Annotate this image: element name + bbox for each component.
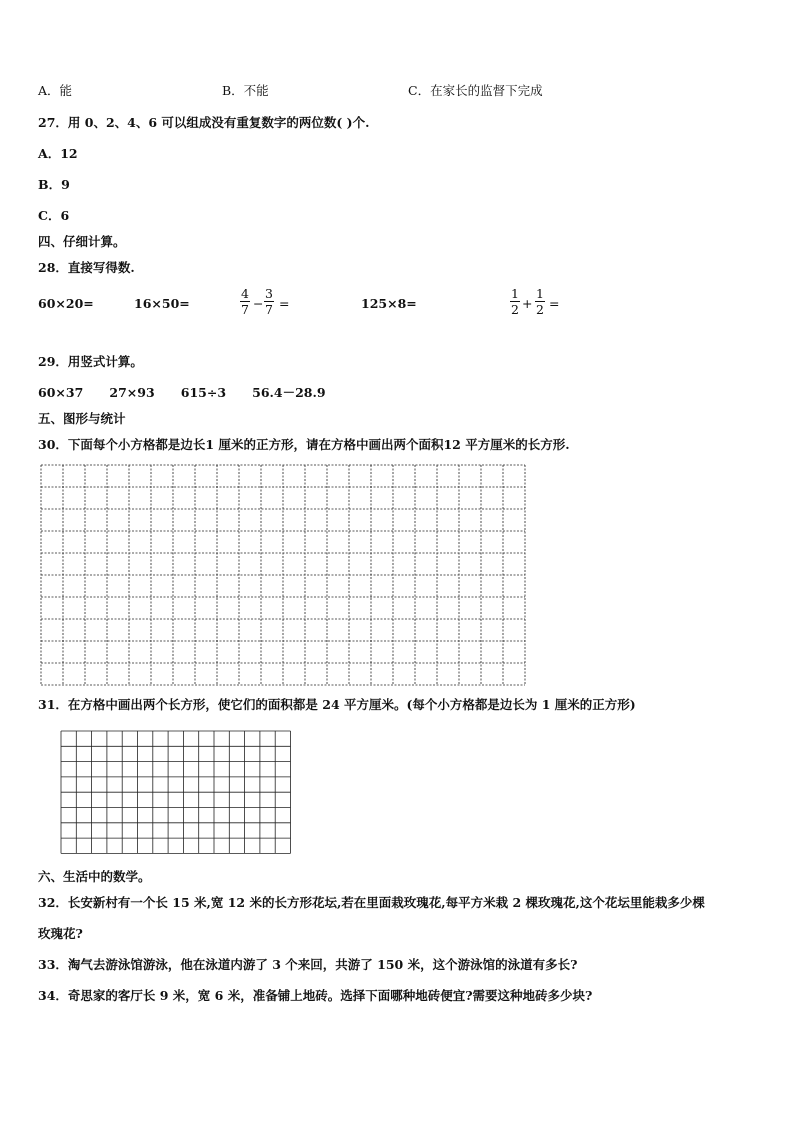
- section-6-heading: 六、生活中的数学。: [38, 869, 151, 884]
- denominator: 7: [241, 302, 249, 317]
- q28-expr-1: 60×20=: [38, 296, 94, 311]
- section-4-heading: 四、仔细计算。: [38, 234, 126, 249]
- equals-sign: =: [279, 296, 290, 311]
- denominator: 2: [536, 302, 544, 317]
- q29-question: 29．用竖式计算。: [38, 354, 143, 369]
- q34-question: 34．奇思家的客厅长 9 米，宽 6 米，准备铺上地砖。选择下面哪种地砖便宜?需要这种地砖多少块?: [38, 988, 593, 1003]
- fraction-1-2-b: [535, 286, 545, 317]
- q28-expr-2: 16×50=: [134, 296, 190, 311]
- numerator: 1: [511, 286, 519, 301]
- numerator: 1: [536, 286, 544, 301]
- q28-question: 28．直接写得数.: [38, 260, 135, 275]
- denominator: 7: [265, 302, 273, 317]
- q26-option-a: A．能: [38, 83, 73, 98]
- q32-question-line-1: 32．长安新村有一个长 15 米,宽 12 米的长方形花坛,若在里面栽玫瑰花,每平方米栽 2 棵玫瑰花,这个花坛里能栽多少棵: [38, 895, 705, 910]
- fraction-4-7: [240, 286, 250, 317]
- q30-question: 30．下面每个小方格都是边长1 厘米的正方形，请在方格中画出两个面积12 平方厘米的长方形.: [38, 437, 570, 452]
- q31-grid: [60, 730, 292, 856]
- q33-question: 33．淘气去游泳馆游泳，他在泳道内游了 3 个来回，共游了 150 米，这个游泳馆的泳道有多长?: [38, 957, 578, 972]
- q30-dashed-grid: [40, 464, 528, 686]
- denominator: 2: [511, 302, 519, 317]
- q27-question: 27．用 0、2、4、6 可以组成没有重复数字的两位数( )个.: [38, 115, 370, 130]
- fraction-1-2-a: [510, 286, 520, 317]
- numerator: 3: [265, 286, 273, 301]
- section-5-heading: 五、图形与统计: [38, 411, 126, 426]
- q26-option-c: C．在家长的监督下完成: [408, 83, 543, 98]
- q27-option-c: C．6: [38, 208, 70, 223]
- q28-expr-4: 125×8=: [361, 296, 417, 311]
- q29-expressions: 60×37 27×93 615÷3 56.4－28.9: [38, 385, 326, 400]
- numerator: 4: [241, 286, 249, 301]
- q32-question-line-2: 玫瑰花?: [38, 926, 83, 941]
- equals-sign: =: [549, 296, 560, 311]
- plus-sign: +: [522, 296, 533, 311]
- q26-option-b: B．不能: [222, 83, 269, 98]
- q27-option-a: A．12: [38, 146, 78, 161]
- minus-sign: −: [253, 296, 264, 311]
- q31-question: 31．在方格中画出两个长方形，使它们的面积都是 24 平方厘米。(每个小方格都是边长为 1 厘米的正方形): [38, 697, 636, 712]
- q27-option-b: B．9: [38, 177, 70, 192]
- fraction-3-7: [264, 286, 274, 317]
